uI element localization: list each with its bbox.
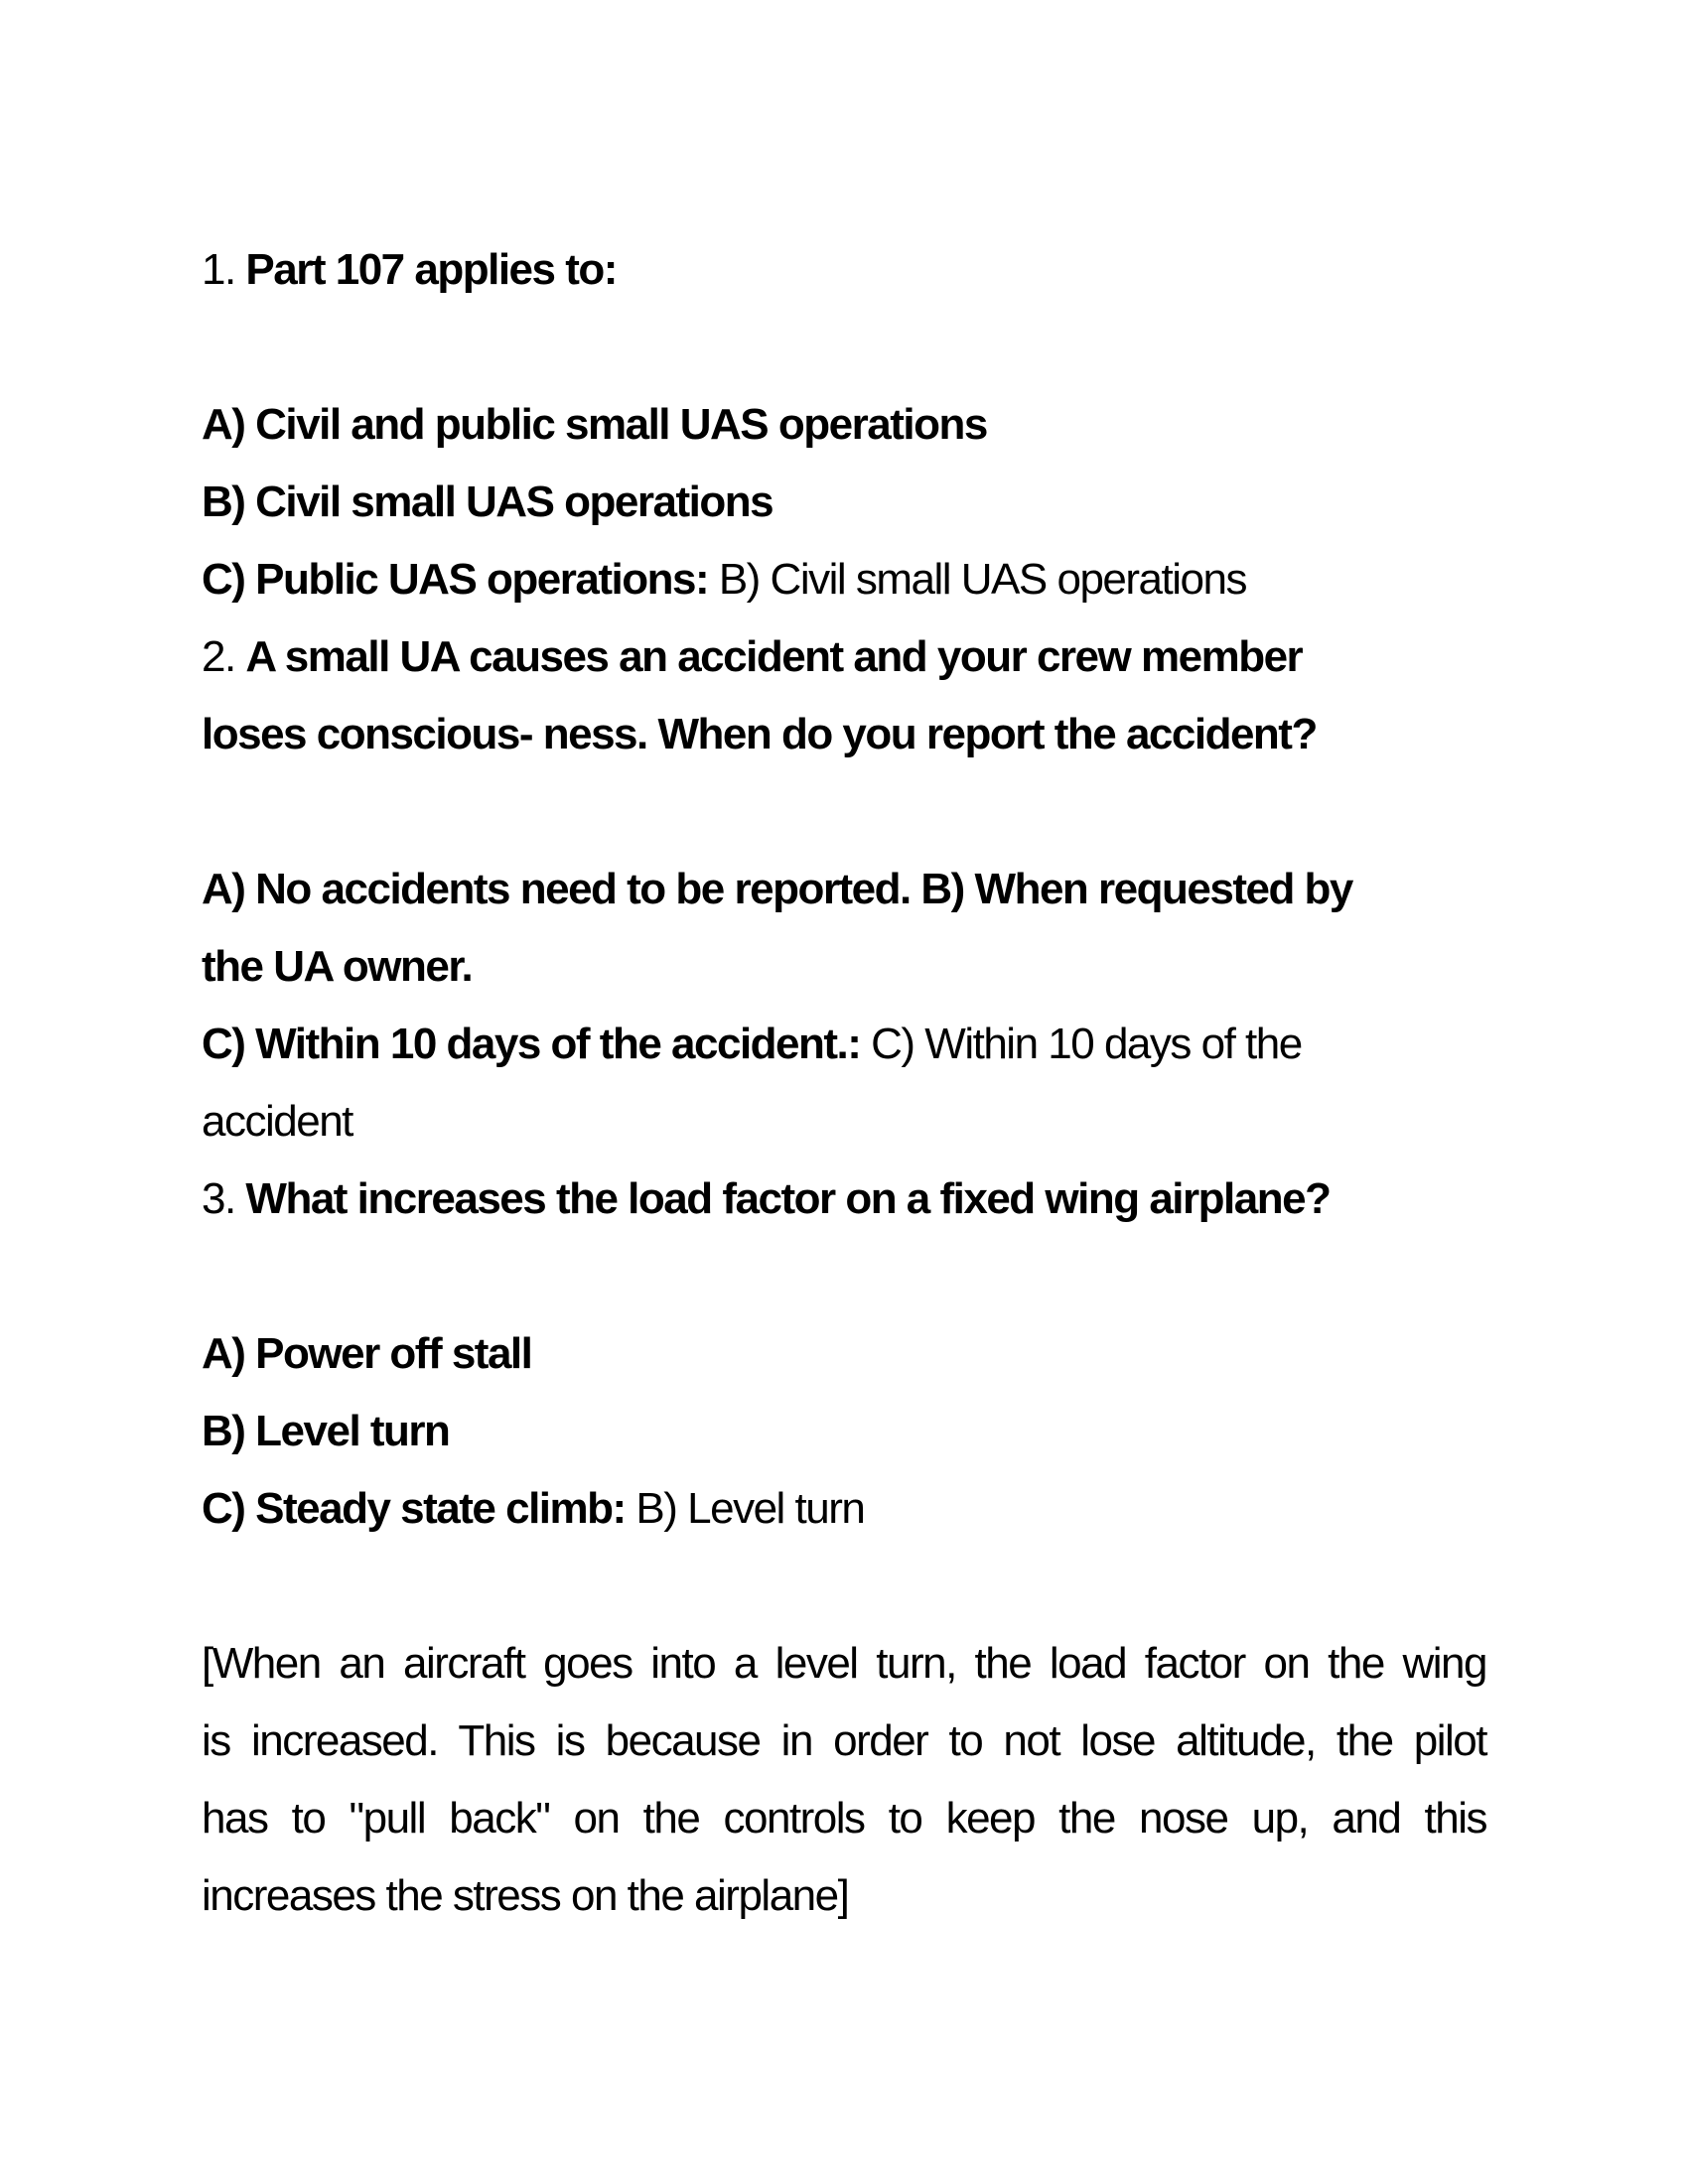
question-2-options-block (202, 851, 1486, 1238)
explanation-line2 (202, 1703, 1486, 1780)
explanation-text-line4: increases the stress on the airplane] (202, 1871, 849, 1920)
question-3-options-block (202, 1315, 1486, 1548)
question-1-number: 1. (202, 245, 246, 294)
q3-answer-text: B) Level turn (635, 1484, 865, 1533)
explanation-line1 (202, 1625, 1486, 1703)
q2-answer-text-line1: C) Within 10 days of the (871, 1020, 1302, 1068)
explanation-block (202, 1625, 1486, 1935)
question-2-text-line1: A small UA causes an accident and your crew member (245, 632, 1303, 681)
question-2-number: 2. (202, 632, 246, 681)
question-1-text: Part 107 applies to: (245, 245, 617, 294)
question-2-heading-line2 (202, 696, 1486, 773)
q2-answer-continuation (202, 1083, 1486, 1160)
question-3-number: 3. (202, 1174, 246, 1223)
q1-option-b (202, 464, 1486, 541)
q1-option-b-text: B) Civil small UAS operations (202, 478, 774, 526)
question-2-heading-line1 (202, 618, 1486, 696)
explanation-text-line3: has to "pull back" on the controls to keep the nose up, and this (202, 1794, 1486, 1843)
question-2-text-line2: loses conscious- ness. When do you report the accident? (202, 710, 1317, 758)
q2-option-c-text: C) Within 10 days of the accident.: (202, 1020, 872, 1068)
quiz-document (202, 231, 1486, 1935)
q1-option-c-with-answer (202, 541, 1486, 618)
question-1-block (202, 231, 1486, 309)
q2-answer-text-line2: accident (202, 1097, 352, 1146)
q1-option-c-text: C) Public UAS operations: (202, 555, 719, 604)
q2-options-ab-line2 (202, 928, 1486, 1006)
explanation-line3 (202, 1780, 1486, 1857)
q3-option-a-text: A) Power off stall (202, 1329, 532, 1378)
q2-options-ab-line1 (202, 851, 1486, 928)
question-1-options-block (202, 386, 1486, 773)
explanation-text-line2: is increased. This is because in order to not lose altitude, the pilot (202, 1716, 1486, 1765)
q3-option-b-text: B) Level turn (202, 1407, 450, 1455)
question-3-text: What increases the load factor on a fixed wing airplane? (245, 1174, 1331, 1223)
q3-option-a (202, 1315, 1486, 1393)
q1-option-a (202, 386, 1486, 464)
q2-options-ab-text2: the UA owner. (202, 942, 473, 991)
explanation-line4 (202, 1857, 1486, 1935)
q2-option-c-with-answer (202, 1006, 1486, 1083)
q3-option-b (202, 1393, 1486, 1470)
q3-option-c-with-answer (202, 1470, 1486, 1548)
question-3-heading (202, 1160, 1486, 1238)
q3-option-c-text: C) Steady state climb: (202, 1484, 636, 1533)
q1-option-a-text: A) Civil and public small UAS operations (202, 400, 987, 449)
q2-options-ab-text1: A) No accidents need to be reported. B) When requested by (202, 865, 1352, 913)
question-1-heading (202, 231, 1486, 309)
explanation-text-line1: [When an aircraft goes into a level turn, the load factor on the wing (202, 1639, 1486, 1688)
q1-answer-text: B) Civil small UAS operations (718, 555, 1246, 604)
